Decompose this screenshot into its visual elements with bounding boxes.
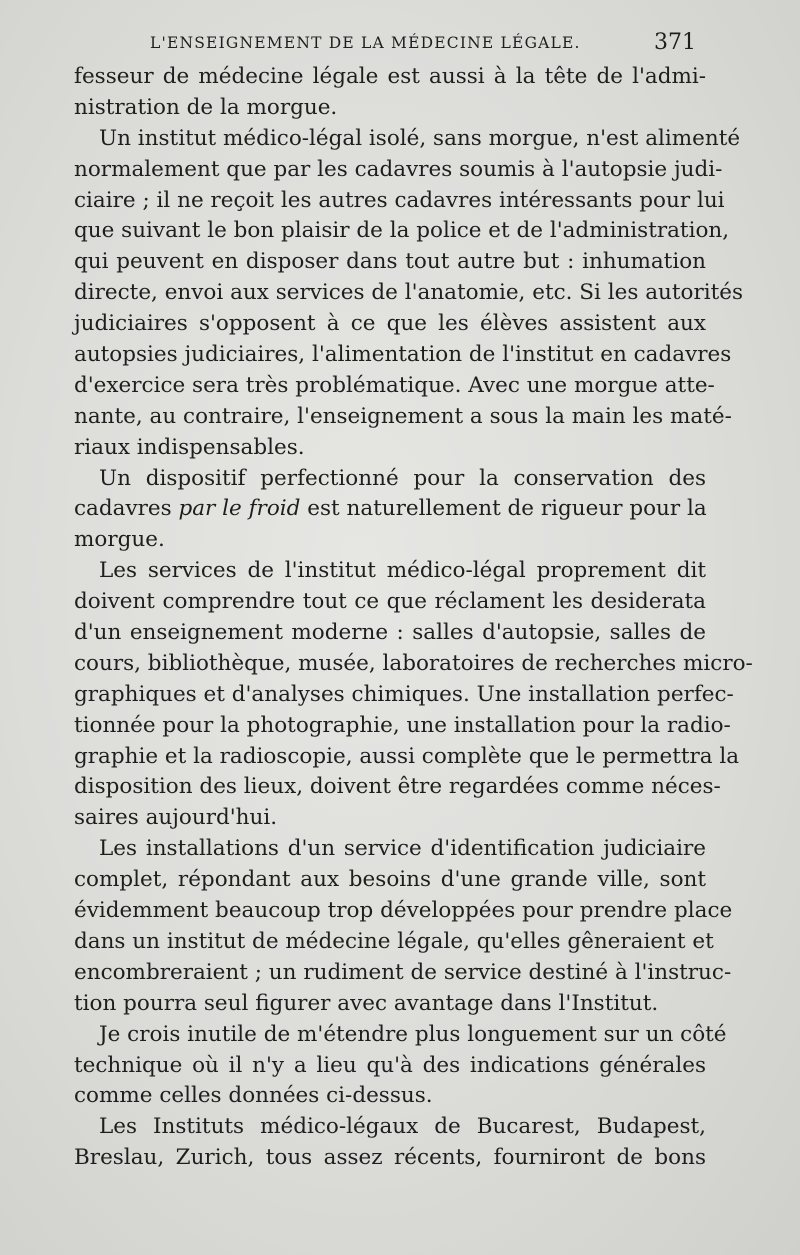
- text-line: graphiques et d'analyses chimiques. Une installation perfec-: [74, 681, 734, 707]
- text-line: Les Instituts médico-légaux de Bucarest, Budapest,: [99, 1114, 706, 1140]
- text-line: autopsies judiciaires, l'alimentation de l'institut en cadavres: [74, 342, 732, 368]
- text-line: Je crois inutile de m'étendre plus longuement sur un côté: [99, 1021, 727, 1047]
- text-line: tionnée pour la photographie, une installation pour la radio-: [74, 712, 731, 738]
- text-line: [74, 494, 706, 525]
- text-line: ciaire ; il ne reçoit les autres cadavres intéressants pour lui: [74, 187, 725, 213]
- text-line: dans un institut de médecine légale, qu'elles gêneraient et: [74, 928, 714, 954]
- text-line: encombreraient ; un rudiment de service destiné à l'instruc-: [74, 959, 732, 985]
- text-line: qui peuvent en disposer dans tout autre but : inhumation: [74, 249, 706, 275]
- text-span: cadavres: [74, 496, 179, 522]
- text-line: nistration de la morgue.: [74, 94, 338, 120]
- text-line: saires aujourd'hui.: [74, 805, 278, 831]
- text-line: fesseur de médecine légale est aussi à la tête de l'admi-: [74, 64, 706, 89]
- text-line: technique où il n'y a lieu qu'à des indications générales: [74, 1052, 706, 1078]
- text-line: doivent comprendre tout ce que réclament les desiderata: [74, 589, 706, 615]
- text-line: disposition des lieux, doivent être regardées comme néces-: [74, 774, 721, 800]
- text-line: Les installations d'un service d'identification judiciaire: [99, 836, 706, 862]
- text-line: Un dispositif perfectionné pour la conservation des: [99, 465, 706, 491]
- italic-phrase: par le froid: [178, 496, 301, 522]
- text-line: Un institut médico-légal isolé, sans morgue, n'est alimenté: [99, 125, 741, 151]
- text-line: nante, au contraire, l'enseignement a sous la main les maté-: [74, 403, 732, 429]
- text-line: graphie et la radioscopie, aussi complète que le permettra la: [74, 743, 740, 769]
- text-line: judiciaires s'opposent à ce que les élèves assistent aux: [74, 311, 706, 337]
- text-line: cours, bibliothèque, musée, laboratoires de recherches micro-: [74, 650, 753, 676]
- running-title: L'ENSEIGNEMENT DE LA MÉDECINE LÉGALE.: [150, 34, 581, 52]
- text-line: tion pourra seul figurer avec avantage dans l'Institut.: [74, 990, 659, 1016]
- text-line: riaux indispensables.: [74, 434, 305, 460]
- body-text: [74, 62, 753, 1174]
- text-line: comme celles données ci-dessus.: [74, 1083, 433, 1109]
- text-line: normalement que par les cadavres soumis à l'autopsie judi-: [74, 156, 723, 182]
- text-line: d'exercice sera très problématique. Avec une morgue atte-: [74, 372, 715, 398]
- text-line: que suivant le bon plaisir de la police et de l'administration,: [74, 218, 730, 244]
- page-header: [150, 30, 700, 60]
- text-line: Les services de l'institut médico-légal proprement dit: [99, 558, 706, 584]
- text-line: d'un enseignement moderne : salles d'autopsie, salles de: [74, 620, 706, 646]
- text-line: morgue.: [74, 527, 165, 553]
- text-line: complet, répondant aux besoins d'une grande ville, sont: [74, 867, 706, 893]
- text-line: Breslau, Zurich, tous assez récents, fourniront de bons: [74, 1145, 706, 1171]
- text-line: évidemment beaucoup trop développées pour prendre place: [74, 898, 733, 924]
- page-number: 371: [654, 30, 696, 55]
- text-span: est naturellement de rigueur pour la: [300, 496, 707, 522]
- text-line: directe, envoi aux services de l'anatomie, etc. Si les autorités: [74, 280, 744, 306]
